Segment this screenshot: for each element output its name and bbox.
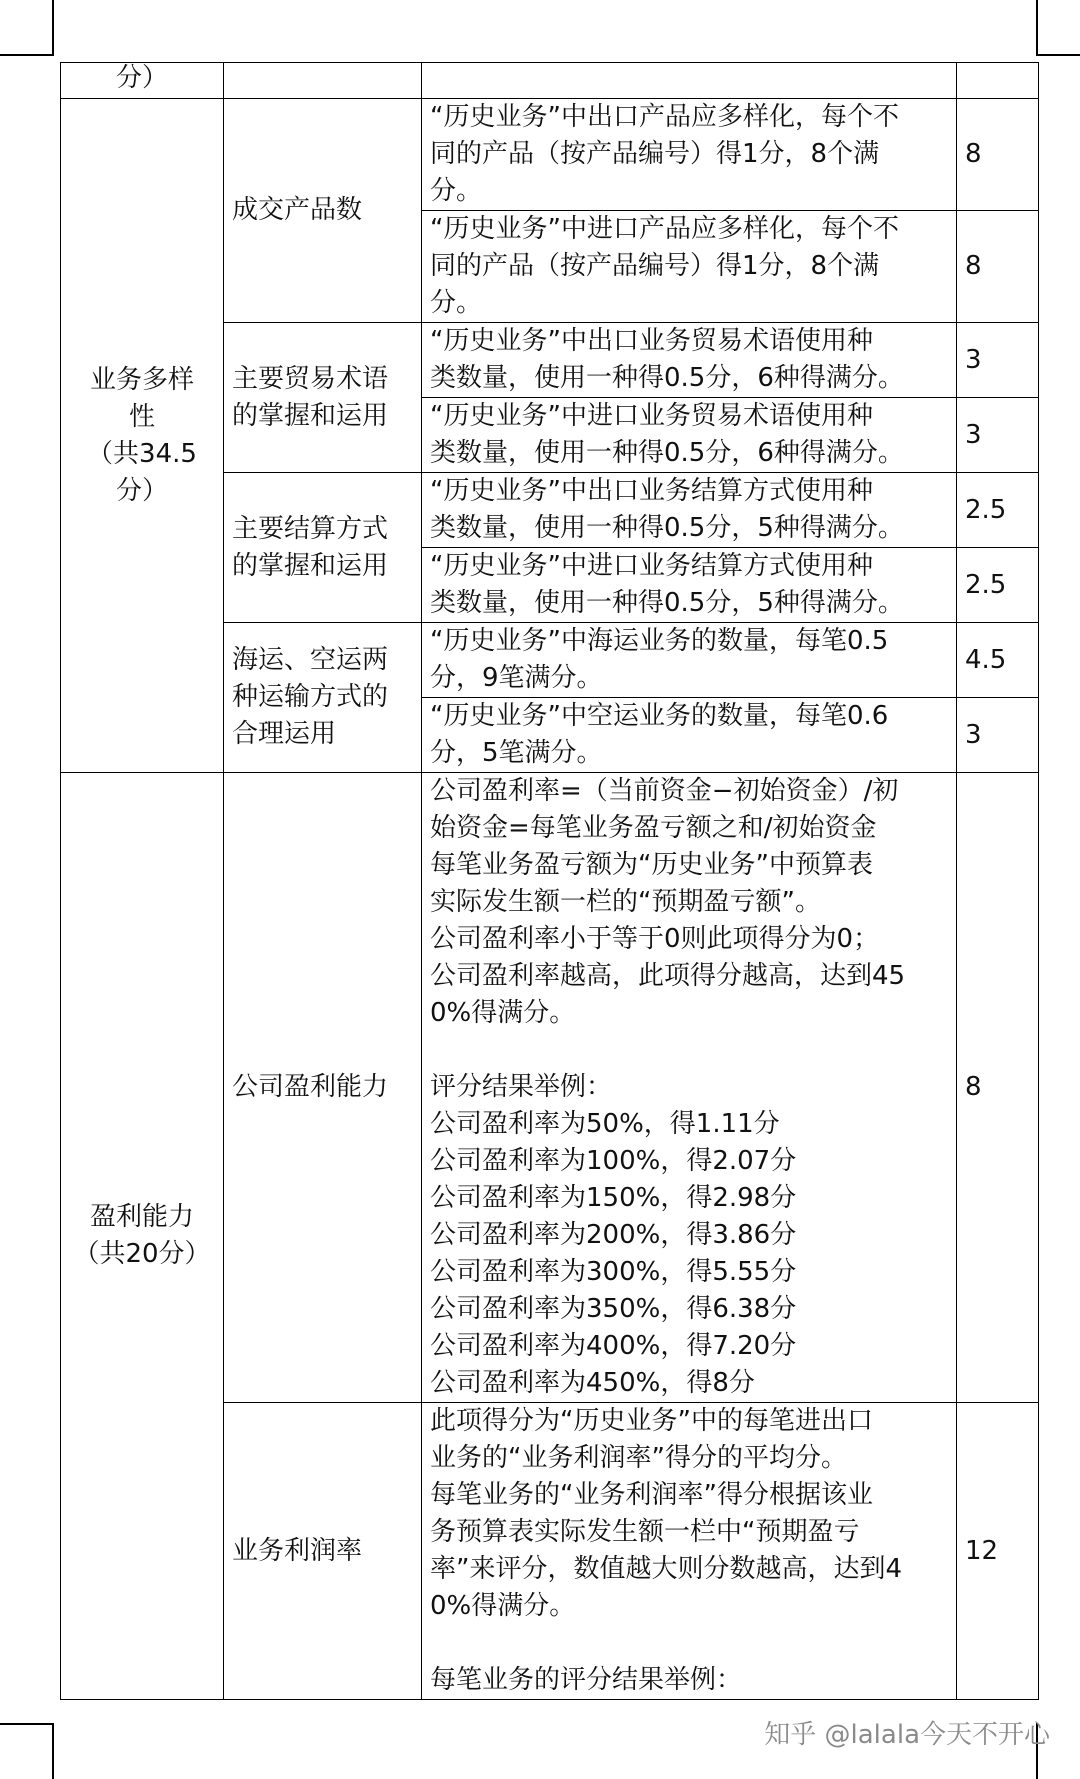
text-line: “历史业务”中出口业务结算方式使用种: [430, 476, 873, 506]
criteria-cell: [422, 548, 957, 623]
score-cell: 3: [957, 398, 1039, 473]
text-line: 公司盈利率为200%，得3.86分: [430, 1220, 797, 1250]
text-line: 公司盈利率为350%，得6.38分: [430, 1294, 797, 1324]
subcategory-cell: [224, 623, 422, 773]
scoring-rubric-table: [60, 62, 1039, 1700]
text-line: 0%得满分。: [430, 998, 576, 1028]
score-cell: 4.5: [957, 623, 1039, 698]
crop-mark: [1036, 54, 1080, 56]
subcategory-cell: [224, 1403, 422, 1700]
text-line: 主要结算方式: [232, 513, 389, 544]
text-line: 分，5笔满分。: [430, 738, 603, 768]
text-line: 类数量，使用一种得0.5分，6种得满分。: [430, 438, 904, 468]
blank-line: [430, 1032, 948, 1069]
score-cell: 3: [957, 698, 1039, 773]
text-line: 每笔业务的“业务利润率”得分根据该业: [430, 1480, 873, 1510]
text-line: 公司盈利率为400%，得7.20分: [430, 1331, 797, 1361]
text-line: 公司盈利率为450%，得8分: [430, 1368, 755, 1398]
text-line: 同的产品（按产品编号）得1分，8个满: [430, 251, 880, 281]
criteria-cell: [422, 473, 957, 548]
text-line: 类数量，使用一种得0.5分，6种得满分。: [430, 363, 904, 393]
criteria-cell: [422, 99, 957, 211]
crop-mark: [52, 1723, 54, 1779]
table-row: [61, 99, 1039, 211]
criteria-cell: [422, 623, 957, 698]
subcategory-cell: [224, 63, 422, 99]
text-line: （共34.5: [87, 438, 197, 469]
crop-mark: [0, 54, 54, 56]
text-line: 分。: [430, 288, 483, 318]
text-line: 公司盈利率为300%，得5.55分: [430, 1257, 797, 1287]
text-line: （共20分）: [73, 1239, 211, 1269]
text-line: 成交产品数: [232, 195, 363, 225]
text-line: “历史业务”中进口业务贸易术语使用种: [430, 401, 873, 431]
crop-mark: [52, 0, 54, 56]
subcategory-cell: [224, 99, 422, 323]
text-line: 合理运用: [232, 719, 337, 749]
category-cell: [61, 773, 224, 1700]
crop-mark: [0, 1723, 54, 1725]
subcategory-cell: [224, 323, 422, 473]
criteria-cell: [422, 1403, 957, 1700]
text-line: 评分结果举例：: [430, 1072, 613, 1102]
text-line: 海运、空运两: [232, 645, 389, 675]
subcategory-cell: [224, 773, 422, 1403]
text-line: 实际发生额一栏的“预期盈亏额”。: [430, 887, 821, 917]
score-cell: 8: [957, 773, 1039, 1403]
text-line: 性: [128, 401, 155, 432]
text-line: 分，9笔满分。: [430, 663, 603, 693]
text-line: 公司盈利率为50%，得1.11分: [430, 1109, 780, 1139]
watermark-text: 知乎 @lalala今天不开心: [764, 1720, 1050, 1750]
category-cell: [61, 99, 224, 773]
text-line: “历史业务”中海运业务的数量，每笔0.5: [430, 626, 889, 656]
text-line: 每笔业务盈亏额为“历史业务”中预算表: [430, 850, 873, 880]
text-line: 分。: [430, 176, 483, 206]
category-cell: 分）: [61, 63, 224, 99]
text-line: 的掌握和运用: [232, 400, 389, 431]
criteria-cell: [422, 63, 957, 99]
text-line: “历史业务”中进口产品应多样化，每个不: [430, 214, 899, 244]
text-line: 主要贸易术语: [232, 363, 389, 394]
text-line: “历史业务”中出口业务贸易术语使用种: [430, 326, 873, 356]
text-line: 同的产品（按产品编号）得1分，8个满: [430, 139, 880, 169]
text-line: “历史业务”中空运业务的数量，每笔0.6: [430, 701, 889, 731]
text-line: 公司盈利率=（当前资金−初始资金）/初: [430, 776, 899, 806]
text-line: 盈利能力: [89, 1202, 194, 1232]
text-line: 分）: [115, 475, 168, 506]
score-cell: 12: [957, 1403, 1039, 1700]
text-line: 此项得分为“历史业务”中的每笔进出口: [430, 1406, 873, 1436]
score-cell: 2.5: [957, 548, 1039, 623]
text-line: 业务多样: [89, 364, 194, 395]
text-line: 种运输方式的: [232, 682, 389, 712]
criteria-cell: [422, 698, 957, 773]
score-cell: 2.5: [957, 473, 1039, 548]
table-row: [61, 63, 1039, 99]
blank-line: [430, 1625, 948, 1662]
criteria-cell: [422, 211, 957, 323]
score-cell: 8: [957, 211, 1039, 323]
score-cell: 8: [957, 99, 1039, 211]
criteria-cell: [422, 773, 957, 1403]
text-line: 公司盈利率小于等于0则此项得分为0；: [430, 924, 880, 954]
text-line: 业务利润率: [232, 1535, 363, 1566]
text-line: 每笔业务的评分结果举例：: [430, 1665, 743, 1695]
text-line: 类数量，使用一种得0.5分，5种得满分。: [430, 588, 904, 618]
text-line: 公司盈利率为100%，得2.07分: [430, 1146, 797, 1176]
text-line: 率”来评分，数值越大则分数越高，达到4: [430, 1554, 903, 1584]
score-cell: [957, 63, 1039, 99]
text-line: “历史业务”中出口产品应多样化，每个不: [430, 102, 899, 132]
text-line: 始资金=每笔业务盈亏额之和/初始资金: [430, 813, 877, 843]
text-line: “历史业务”中进口业务结算方式使用种: [430, 551, 873, 581]
text-line: 公司盈利能力: [232, 1072, 389, 1102]
score-cell: 3: [957, 323, 1039, 398]
text-line: 类数量，使用一种得0.5分，5种得满分。: [430, 513, 904, 543]
text-line: 业务的“业务利润率”得分的平均分。: [430, 1443, 847, 1473]
crop-mark: [1036, 0, 1038, 56]
text-line: 的掌握和运用: [232, 550, 389, 581]
text-line: 公司盈利率越高，此项得分越高，达到45: [430, 961, 906, 991]
table-row: [61, 773, 1039, 1403]
criteria-cell: [422, 398, 957, 473]
text-line: 公司盈利率为150%，得2.98分: [430, 1183, 797, 1213]
text-line: 0%得满分。: [430, 1591, 576, 1621]
text-line: 务预算表实际发生额一栏中“预期盈亏: [430, 1517, 860, 1547]
criteria-cell: [422, 323, 957, 398]
subcategory-cell: [224, 473, 422, 623]
